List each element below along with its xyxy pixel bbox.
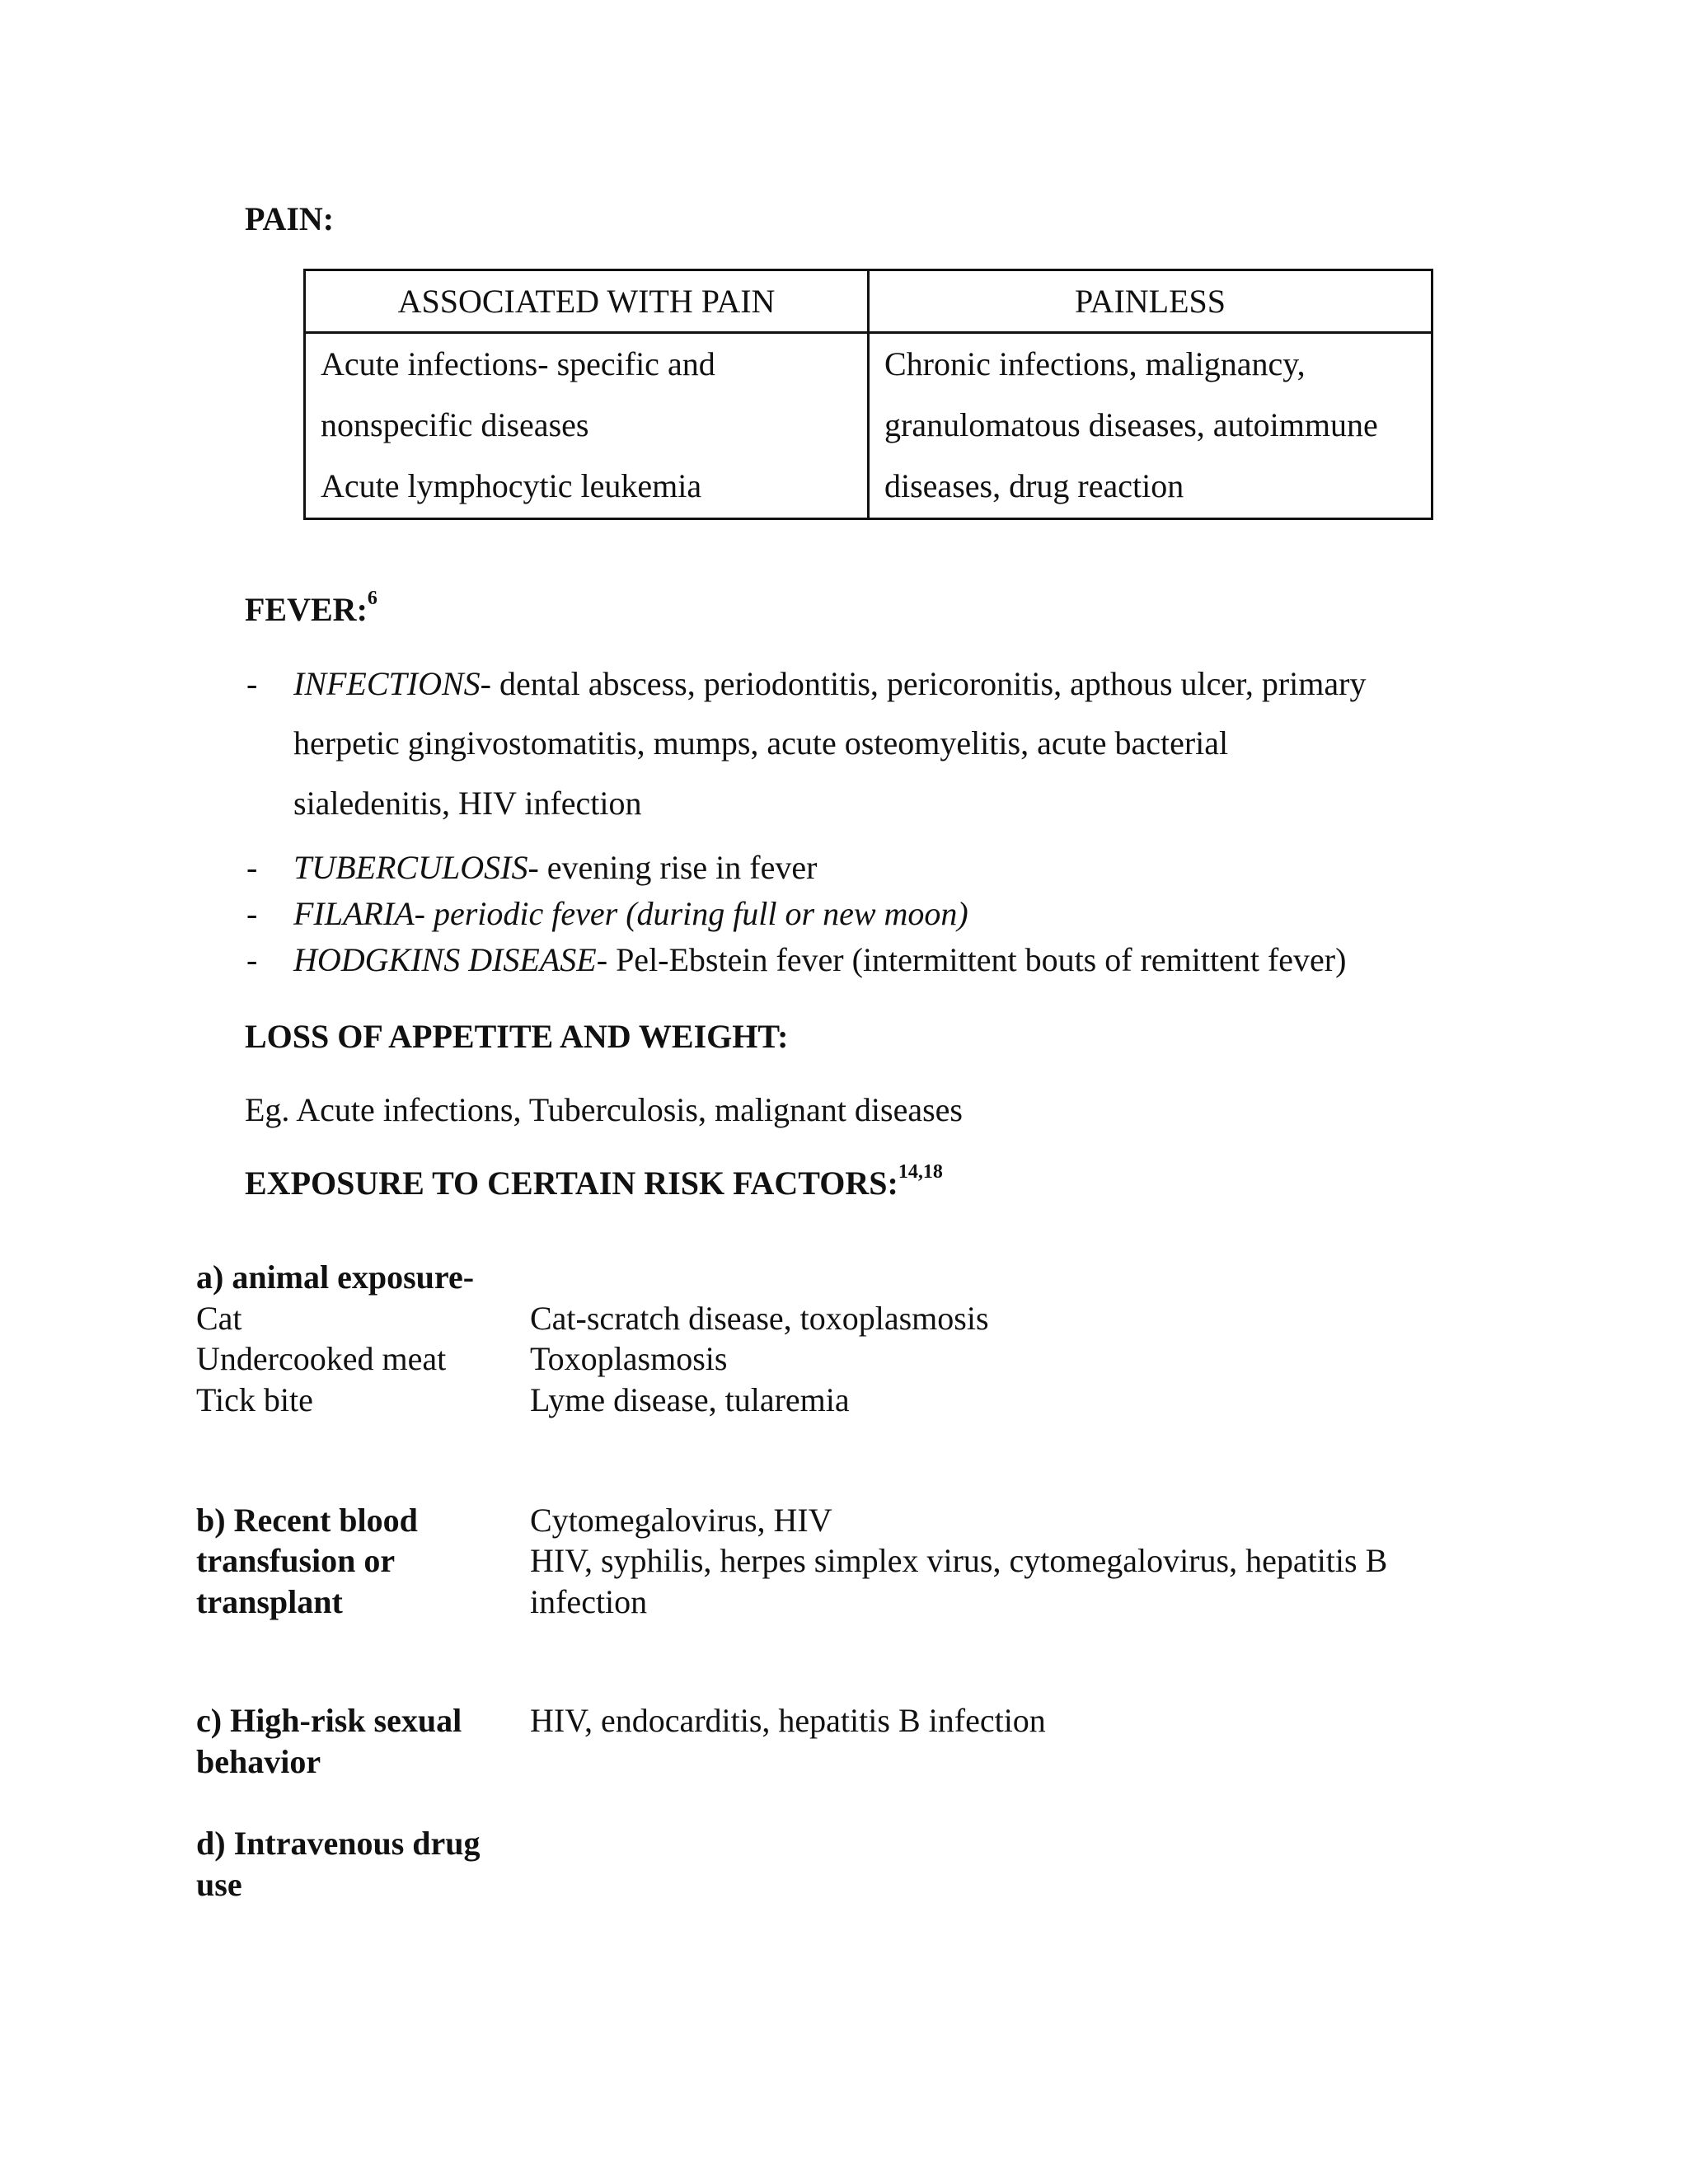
bullet-dash: - (246, 895, 258, 932)
pain-table-cell-painless (869, 333, 1432, 519)
fever-item-filaria (293, 894, 968, 934)
bullet-dash: - (246, 849, 258, 886)
pain-table-header-associated: ASSOCIATED WITH PAIN (305, 270, 869, 333)
exposure-heading-text: EXPOSURE TO CERTAIN RISK FACTORS: (245, 1165, 898, 1202)
exposure-d-label: d) Intravenous drug (196, 1825, 481, 1862)
exposure-b-label: b) Recent blood (196, 1502, 418, 1539)
table-line: granulomatous diseases, autoimmune (884, 406, 1378, 443)
pain-table (303, 269, 1433, 520)
bullet-dash: - (246, 941, 258, 978)
exposure-c-right: HIV, endocarditis, hepatitis B infection (530, 1702, 1046, 1739)
fever-term: INFECTIONS- (293, 665, 491, 702)
fever-text: evening rise in fever (538, 849, 818, 886)
exposure-a-left: Undercooked meat (196, 1340, 447, 1377)
exposure-b-label: transfusion or (196, 1542, 396, 1579)
exposure-a-label: a) animal exposure- (196, 1258, 475, 1296)
fever-term: TUBERCULOSIS- (293, 849, 539, 886)
exposure-b-right: infection (530, 1583, 648, 1620)
exposure-a-right: Toxoplasmosis (530, 1340, 728, 1377)
fever-text: periodic fever (during full or new moon) (424, 895, 968, 932)
pain-table-cell-associated (305, 333, 869, 519)
exposure-b-label: transplant (196, 1583, 343, 1620)
fever-heading (245, 587, 377, 630)
fever-item-infections (293, 664, 1366, 704)
exposure-a-left: Cat (196, 1300, 242, 1337)
fever-item-continuation: herpetic gingivostomatitis, mumps, acute osteomyelitis, acute bacterial (293, 724, 1229, 762)
exposure-b-right: Cytomegalovirus, HIV (530, 1502, 832, 1539)
fever-text: Pel-Ebstein fever (intermittent bouts of remittent fever) (607, 941, 1347, 978)
pain-heading: PAIN: (245, 200, 335, 237)
table-line: Acute infections- specific and (321, 345, 715, 382)
fever-term: FILARIA- (293, 895, 425, 932)
table-line: Chronic infections, malignancy, (884, 345, 1306, 382)
appetite-heading: LOSS OF APPETITE AND WEIGHT: (245, 1018, 789, 1055)
table-line: nonspecific diseases (321, 406, 589, 443)
fever-item-tuberculosis (293, 848, 817, 888)
fever-text: dental abscess, periodontitis, pericoronitis, apthous ulcer, primary (491, 665, 1367, 702)
exposure-ref: 14,18 (898, 1160, 943, 1183)
exposure-heading (245, 1160, 943, 1203)
exposure-c-label: behavior (196, 1743, 321, 1780)
exposure-d-label: use (196, 1866, 242, 1903)
fever-term: HODGKINS DISEASE- (293, 941, 608, 978)
table-line: diseases, drug reaction (884, 467, 1184, 504)
fever-item-continuation: sialedenitis, HIV infection (293, 785, 642, 822)
exposure-a-right: Lyme disease, tularemia (530, 1381, 850, 1418)
appetite-text: Eg. Acute infections, Tuberculosis, malignant diseases (245, 1091, 963, 1128)
exposure-a-left: Tick bite (196, 1381, 313, 1418)
pain-table-header-painless: PAINLESS (869, 270, 1432, 333)
exposure-a-right: Cat-scratch disease, toxoplasmosis (530, 1300, 989, 1337)
fever-ref: 6 (367, 587, 377, 609)
exposure-b-right: HIV, syphilis, herpes simplex virus, cytomegalovirus, hepatitis B (530, 1542, 1388, 1579)
exposure-c-label: c) High-risk sexual (196, 1702, 462, 1739)
bullet-dash: - (246, 665, 258, 702)
table-line: Acute lymphocytic leukemia (321, 467, 702, 504)
fever-heading-text: FEVER: (245, 591, 368, 628)
fever-item-hodgkins (293, 940, 1346, 980)
